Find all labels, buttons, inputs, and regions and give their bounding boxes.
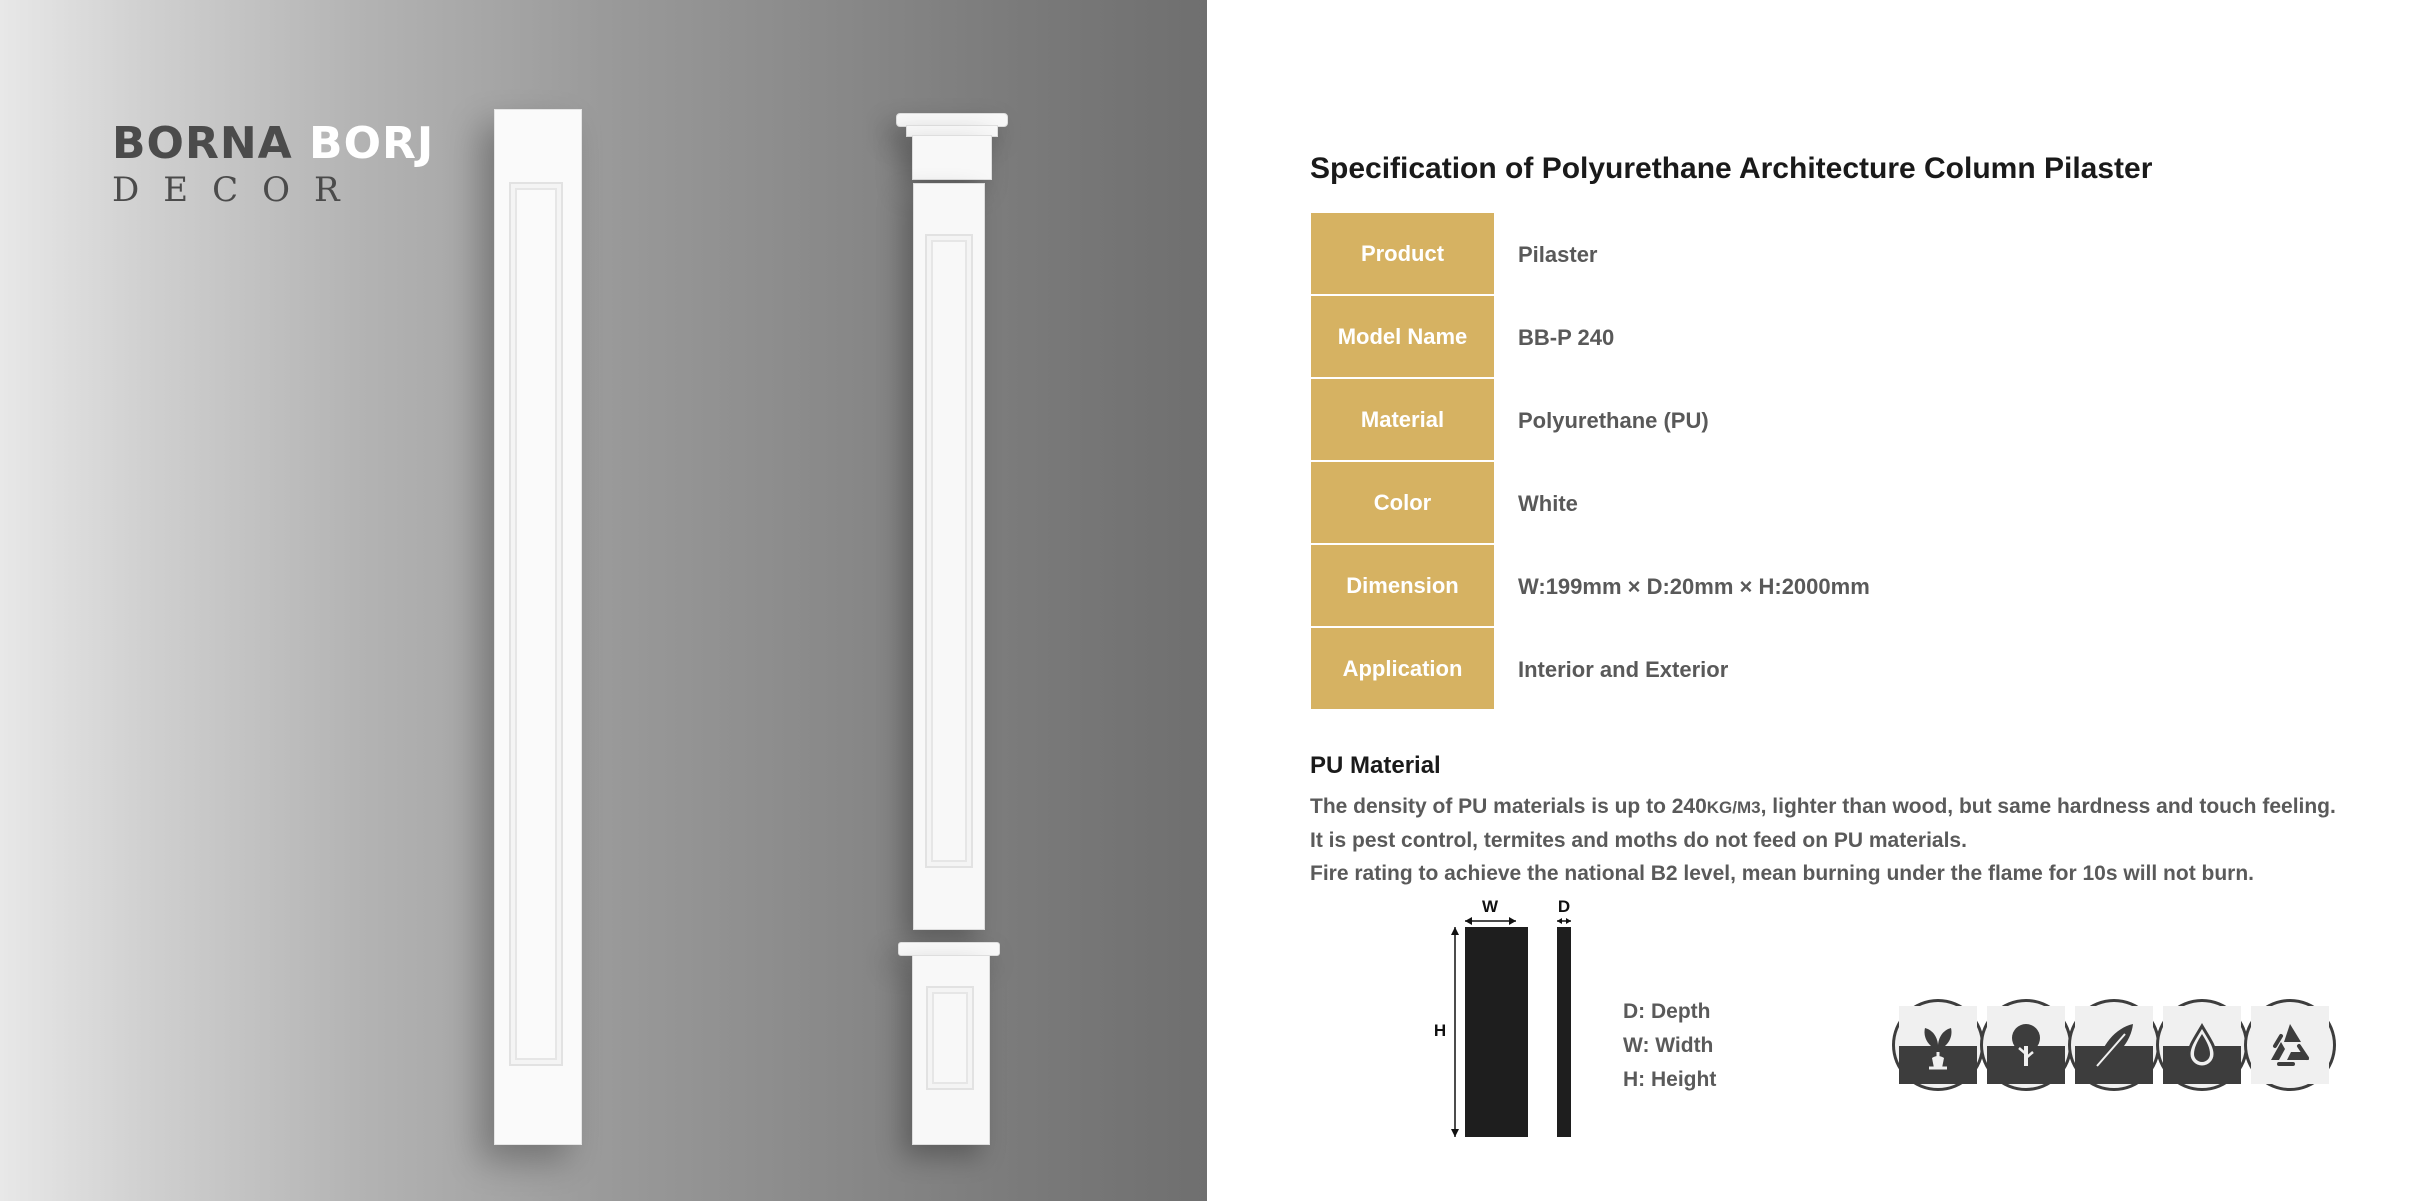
legend-depth: D: Depth <box>1623 1000 1711 1023</box>
spec-value: W:199mm × D:20mm × H:2000mm <box>1518 573 1870 599</box>
badge-formaldehyde-free <box>1895 1002 1981 1088</box>
spec-value: White <box>1518 490 1578 516</box>
spec-value: Pilaster <box>1518 241 1598 267</box>
pu-line-density <box>1310 790 2336 824</box>
diagram-arrowhead <box>1557 918 1562 924</box>
feature-badges <box>1895 1002 2335 1088</box>
spec-key: Dimension <box>1311 545 1494 628</box>
plant-icon <box>1899 1006 1977 1084</box>
product-photo <box>0 0 1207 1201</box>
spec-key: Color <box>1311 462 1494 545</box>
dimension-legend <box>1623 995 1716 1097</box>
logo-brand-text <box>112 120 434 168</box>
logo-brand-part1: BORNA <box>112 118 293 169</box>
pilaster-base <box>912 955 990 1145</box>
spec-value: Interior and Exterior <box>1518 656 1729 682</box>
tree-icon <box>1987 1006 2065 1084</box>
logo-brand-part2: BORJ <box>309 118 435 169</box>
legend-width: W: Width <box>1623 1034 1714 1057</box>
diagram-front-view <box>1465 927 1528 1137</box>
spec-row-application <box>1311 628 2211 711</box>
pu-line-pest: It is pest control, termites and moths do not feed on PU materials. <box>1310 829 1967 852</box>
diagram-w-label: W <box>1481 897 1499 916</box>
spec-key: Application <box>1311 628 1494 711</box>
diagram-arrowhead <box>1566 918 1571 924</box>
spec-table <box>1311 213 2211 711</box>
diagram-arrowhead <box>1465 917 1472 925</box>
pu-line-fire: Fire rating to achieve the national B2 level, mean burning under the flame for 10s will not burn. <box>1310 862 2255 885</box>
spec-row-color <box>1311 462 2211 545</box>
diagram-d-label: D <box>1557 897 1571 916</box>
legend-height: H: Height <box>1623 1068 1717 1091</box>
recycle-icon <box>2251 1006 2329 1084</box>
badge-moisture-resistant <box>2159 1002 2245 1088</box>
dimension-diagram <box>1430 895 1590 1145</box>
pilaster-base-panel <box>926 986 974 1090</box>
pilaster-assembled <box>494 109 582 1145</box>
brand-logo <box>112 120 434 210</box>
diagram-arrowhead <box>1509 917 1516 925</box>
spec-key: Material <box>1311 379 1494 462</box>
feather-icon <box>2075 1006 2153 1084</box>
pu-material-description <box>1310 790 2336 890</box>
diagram-h-label: H <box>1433 1021 1447 1040</box>
diagram-arrowhead <box>1451 927 1459 935</box>
spec-key: Product <box>1311 213 1494 296</box>
spec-row-product <box>1311 213 2211 296</box>
spec-row-model-name <box>1311 296 2211 379</box>
spec-value: BB-P 240 <box>1518 324 1615 350</box>
pilaster-shaft <box>913 183 985 930</box>
logo-subtitle: DECOR <box>112 170 364 210</box>
badge-hypoallergenic <box>2071 1002 2157 1088</box>
page-title: Specification of Polyurethane Architecture Column Pilaster <box>1310 152 2153 185</box>
badge-cfc-free <box>1983 1002 2069 1088</box>
pu-line-density-tail: , lighter than wood, but same hardness and touch feeling. <box>1760 795 2336 818</box>
pilaster-base-cap <box>898 942 1000 956</box>
pu-line-density-text: The density of PU materials is up to 240 <box>1310 795 1707 818</box>
pilaster-shaft-panel <box>925 234 973 868</box>
spec-key: Model Name <box>1311 296 1494 379</box>
diagram-side-view <box>1557 927 1571 1137</box>
spec-row-dimension <box>1311 545 2211 628</box>
pilaster-capital-block <box>912 135 992 180</box>
pilaster-panel <box>509 182 563 1066</box>
diagram-arrowhead <box>1451 1129 1459 1137</box>
water-drop-icon <box>2163 1006 2241 1084</box>
pu-material-heading: PU Material <box>1310 752 1441 779</box>
spec-value: Polyurethane (PU) <box>1518 407 1709 433</box>
spec-row-material <box>1311 379 2211 462</box>
badge-biodegradable <box>2247 1002 2333 1088</box>
pu-density-unit: KG/M3 <box>1706 798 1761 817</box>
